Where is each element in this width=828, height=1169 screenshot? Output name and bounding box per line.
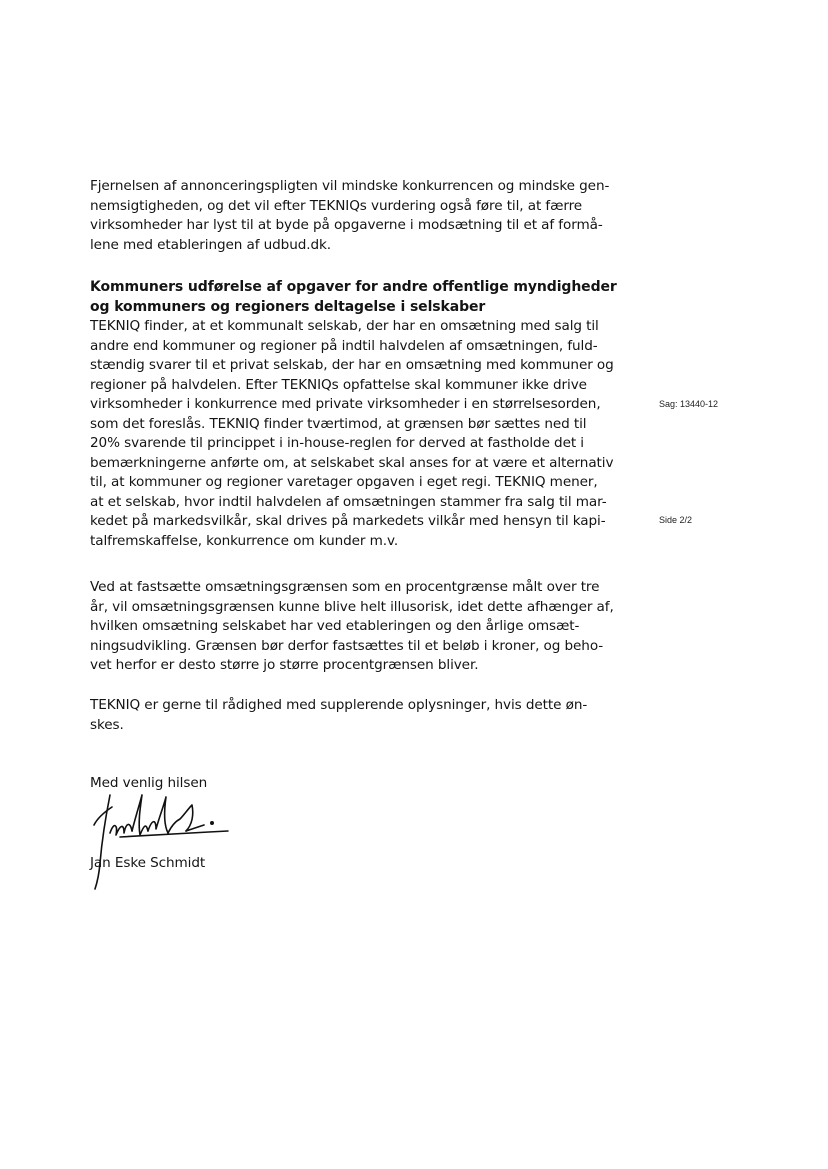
paragraph-announcement (90, 177, 630, 255)
text-line: TEKNIQ finder, at et kommunalt selskab, der har en omsætning med salg til (90, 318, 599, 334)
heading-line: og kommuners og regioners deltagelse i selskaber (90, 298, 486, 315)
case-number: Sag: 13440-12 (659, 399, 719, 409)
text-line: bemærkningerne anførte om, at selskabet skal anses for at være et alternativ (90, 454, 614, 471)
text-line: år, vil omsætningsgrænsen kunne blive helt illusorisk, idet dette afhænger af, (90, 598, 614, 615)
text-line: regioner på halvdelen. Efter TEKNIQs opfattelse skal kommuner ikke drive (90, 376, 587, 393)
text-line: virksomheder i konkurrence med private virksomheder i en størrelsesorden, (90, 396, 601, 412)
paragraph-turnover-limit (90, 578, 630, 676)
signature (80, 785, 230, 890)
heading-line: Kommuners udførelse af opgaver for andre offentlige myndigheder (90, 279, 617, 295)
text-line: talfremskaffelse, konkurrence om kunder m.v. (90, 532, 399, 549)
greeting-text: Med venlig hilsen (90, 775, 208, 791)
text-line: skes. (90, 716, 124, 733)
text-line: TEKNIQ er gerne til rådighed med supplerende oplysninger, hvis dette øn- (90, 697, 588, 713)
text-line: til, at kommuner og regioner varetager opgaven i eget regi. TEKNIQ mener, (90, 474, 598, 490)
paragraph-municipal-companies (90, 317, 630, 551)
paragraph-availability (90, 696, 630, 735)
text-line: 20% svarende til princippet i in-house-reglen for derved at fastholde det i (90, 435, 584, 451)
text-line: ningsudvikling. Grænsen bør derfor fastsættes til et beløb i kroner, og beho- (90, 637, 604, 654)
text-line: andre end kommuner og regioner på indtil halvdelen af omsætningen, fuld- (90, 337, 598, 354)
text-line: Ved at fastsætte omsætningsgrænsen som en procentgrænse målt over tre (90, 579, 600, 595)
text-line: virksomheder har lyst til at byde på opgaverne i modsætning til et af formå- (90, 217, 603, 233)
signatory-name: Jan Eske Schmidt (90, 855, 206, 871)
text-line: Fjernelsen af annonceringspligten vil mindske konkurrencen og mindske gen- (90, 178, 610, 194)
text-line: at et selskab, hvor indtil halvdelen af omsætningen stammer fra salg til mar- (90, 493, 607, 510)
section-heading (90, 278, 630, 317)
text-line: hvilken omsætning selskabet har ved etableringen og den årlige omsæt- (90, 618, 580, 634)
text-line: nemsigtigheden, og det vil efter TEKNIQs vurdering også føre til, at færre (90, 197, 583, 214)
text-line: vet herfor er desto større jo større procentgrænsen bliver. (90, 657, 479, 673)
text-line: kedet på markedsvilkår, skal drives på markedets vilkår med hensyn til kapi- (90, 513, 606, 529)
text-line: stændig svarer til et privat selskab, der har en omsætning med kommuner og (90, 357, 614, 373)
page-number: Side 2/2 (659, 515, 693, 525)
text-line: som det foreslås. TEKNIQ finder tværtimod, at grænsen bør sættes ned til (90, 415, 587, 432)
signatory-block (90, 854, 630, 874)
text-line: lene med etableringen af udbud.dk. (90, 236, 331, 253)
